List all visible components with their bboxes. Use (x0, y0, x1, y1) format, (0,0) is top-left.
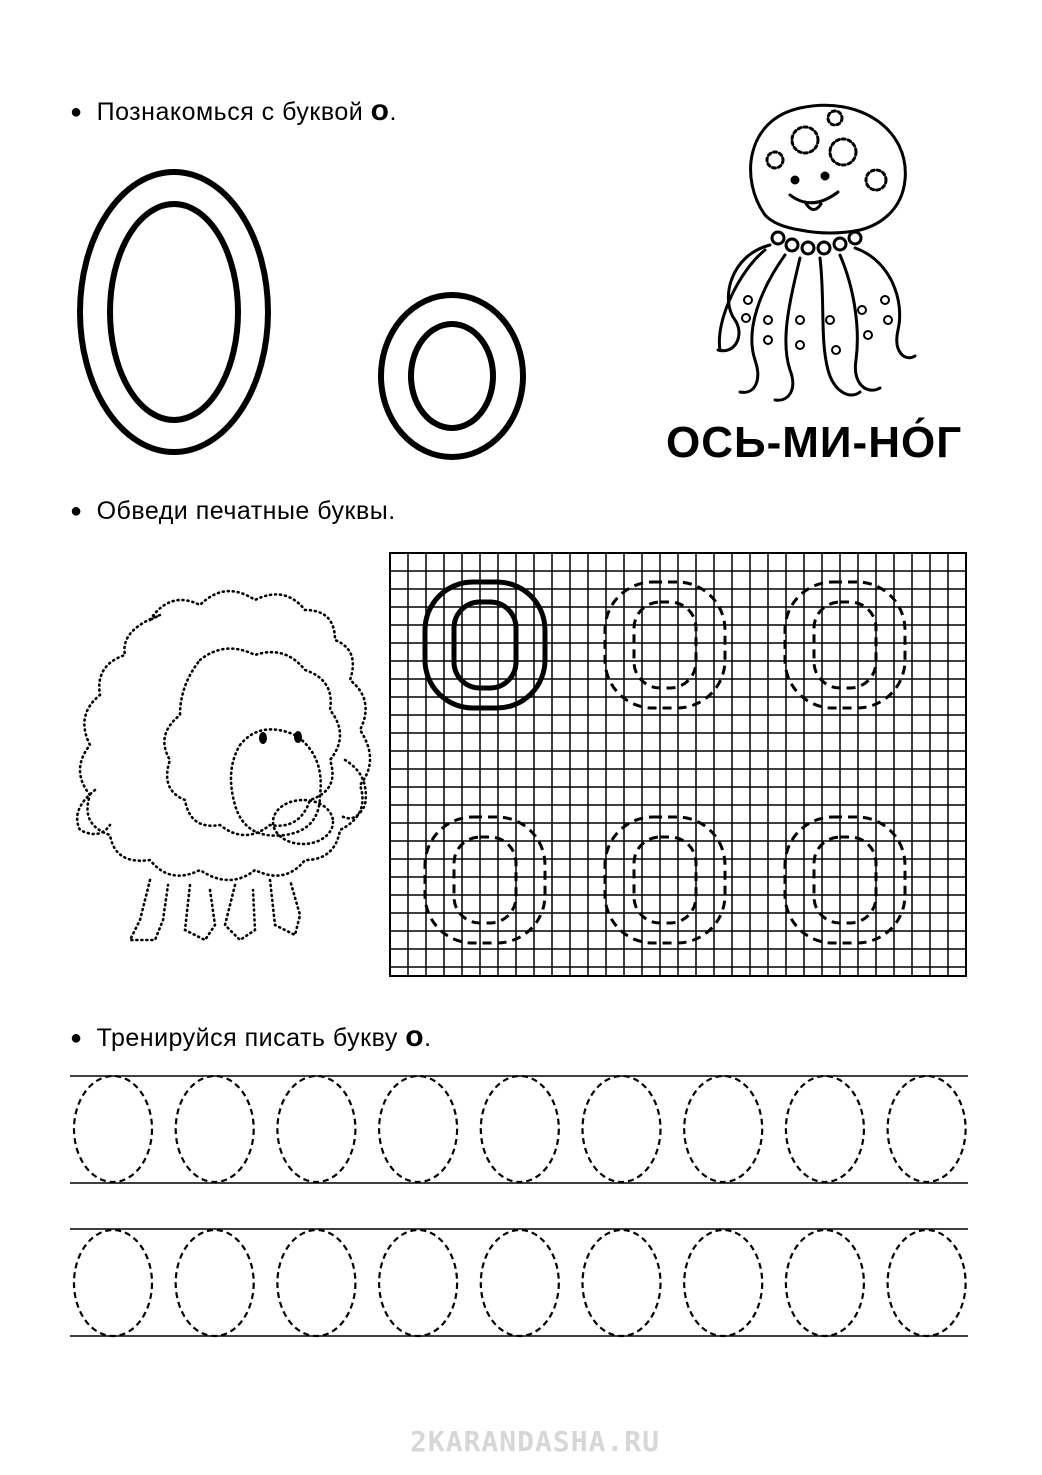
dashed-practice-letter (888, 1230, 966, 1336)
instruction-1-suffix: . (389, 98, 397, 126)
dashed-practice-letter (684, 1076, 762, 1182)
instruction-1-text: Познакомься с буквой (96, 98, 364, 126)
dashed-practice-letter (74, 1230, 152, 1336)
instruction-3-suffix: . (424, 1024, 432, 1052)
dashed-practice-letter (583, 1230, 661, 1336)
dashed-practice-letter (379, 1230, 457, 1336)
bullet-icon: ● (70, 500, 83, 522)
instruction-3-text: Тренируйся писать букву (96, 1024, 398, 1052)
dashed-practice-letter (786, 1076, 864, 1182)
dashed-practice-letter (583, 1076, 661, 1182)
instruction-3-letter: о (405, 1020, 425, 1053)
dashed-practice-letter (277, 1076, 355, 1182)
dashed-practice-letter (277, 1230, 355, 1336)
bullet-icon: ● (70, 1027, 83, 1049)
dashed-practice-letter (74, 1076, 152, 1182)
watermark: 2KARANDASHA.RU (410, 1425, 661, 1458)
dashed-practice-letter (786, 1230, 864, 1336)
dashed-practice-letter (176, 1230, 254, 1336)
dashed-practice-letter (481, 1230, 559, 1336)
dashed-practice-letter (888, 1076, 966, 1182)
dashed-practice-letter (684, 1230, 762, 1336)
dashed-practice-letter (176, 1076, 254, 1182)
dashed-practice-letter (379, 1076, 457, 1182)
octopus-caption: ОСЬ-МИ-НО́Г (666, 418, 963, 467)
instruction-1-letter: о (370, 94, 390, 127)
instruction-2-text: Обведи печатные буквы. (96, 497, 396, 525)
bullet-icon: ● (70, 101, 83, 123)
dashed-practice-letter (481, 1076, 559, 1182)
